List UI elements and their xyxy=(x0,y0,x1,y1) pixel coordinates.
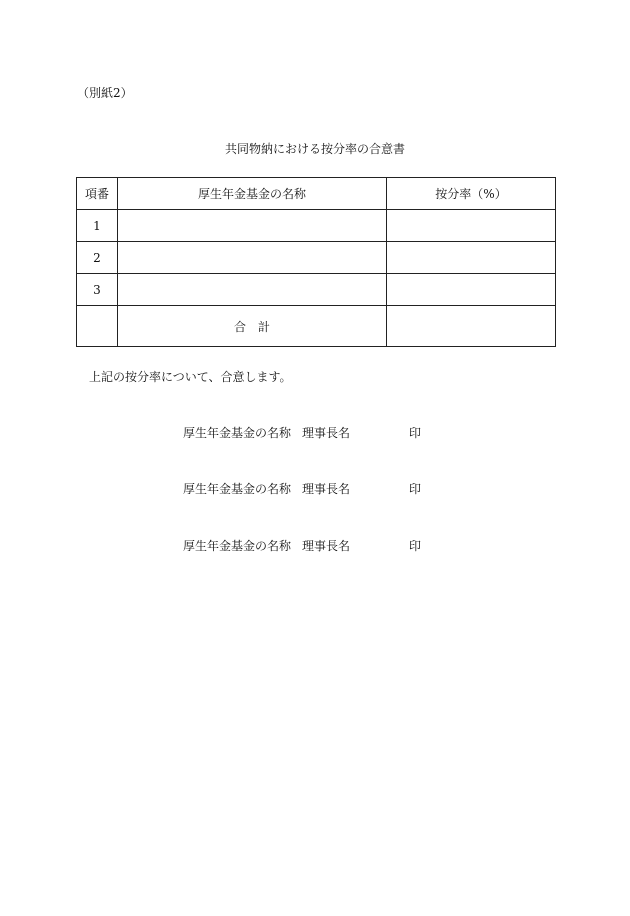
header-fund-name: 厚生年金基金の名称 xyxy=(118,178,387,210)
allocation-table xyxy=(76,177,556,347)
table-row xyxy=(77,274,556,306)
total-blank xyxy=(77,306,118,347)
total-label: 合 計 xyxy=(118,306,387,347)
row-no: 1 xyxy=(77,210,118,242)
row-fund-name xyxy=(118,242,387,274)
row-no: 3 xyxy=(77,274,118,306)
seal-mark: 印 xyxy=(409,539,422,553)
seal-mark: 印 xyxy=(409,426,422,440)
agreement-statement: 上記の按分率について、合意します。 xyxy=(89,370,292,384)
row-rate xyxy=(387,242,556,274)
fund-name-label: 厚生年金基金の名称 xyxy=(183,482,292,496)
row-fund-name xyxy=(118,274,387,306)
total-value xyxy=(387,306,556,347)
row-fund-name xyxy=(118,210,387,242)
annex-label: （別紙2） xyxy=(77,86,133,100)
representative-label: 理事長名 xyxy=(302,482,351,496)
fund-name-label: 厚生年金基金の名称 xyxy=(183,426,292,440)
representative-label: 理事長名 xyxy=(302,539,351,553)
table-header-row xyxy=(77,178,556,210)
fund-name-label: 厚生年金基金の名称 xyxy=(183,539,292,553)
table-row xyxy=(77,242,556,274)
row-no: 2 xyxy=(77,242,118,274)
table-row xyxy=(77,210,556,242)
representative-label: 理事長名 xyxy=(302,426,351,440)
row-rate xyxy=(387,210,556,242)
total-row xyxy=(77,306,556,347)
row-rate xyxy=(387,274,556,306)
seal-mark: 印 xyxy=(409,482,422,496)
document-title: 共同物納における按分率の合意書 xyxy=(224,142,405,156)
header-allocation-rate: 按分率（%） xyxy=(387,178,556,210)
header-item-no: 項番 xyxy=(77,178,118,210)
